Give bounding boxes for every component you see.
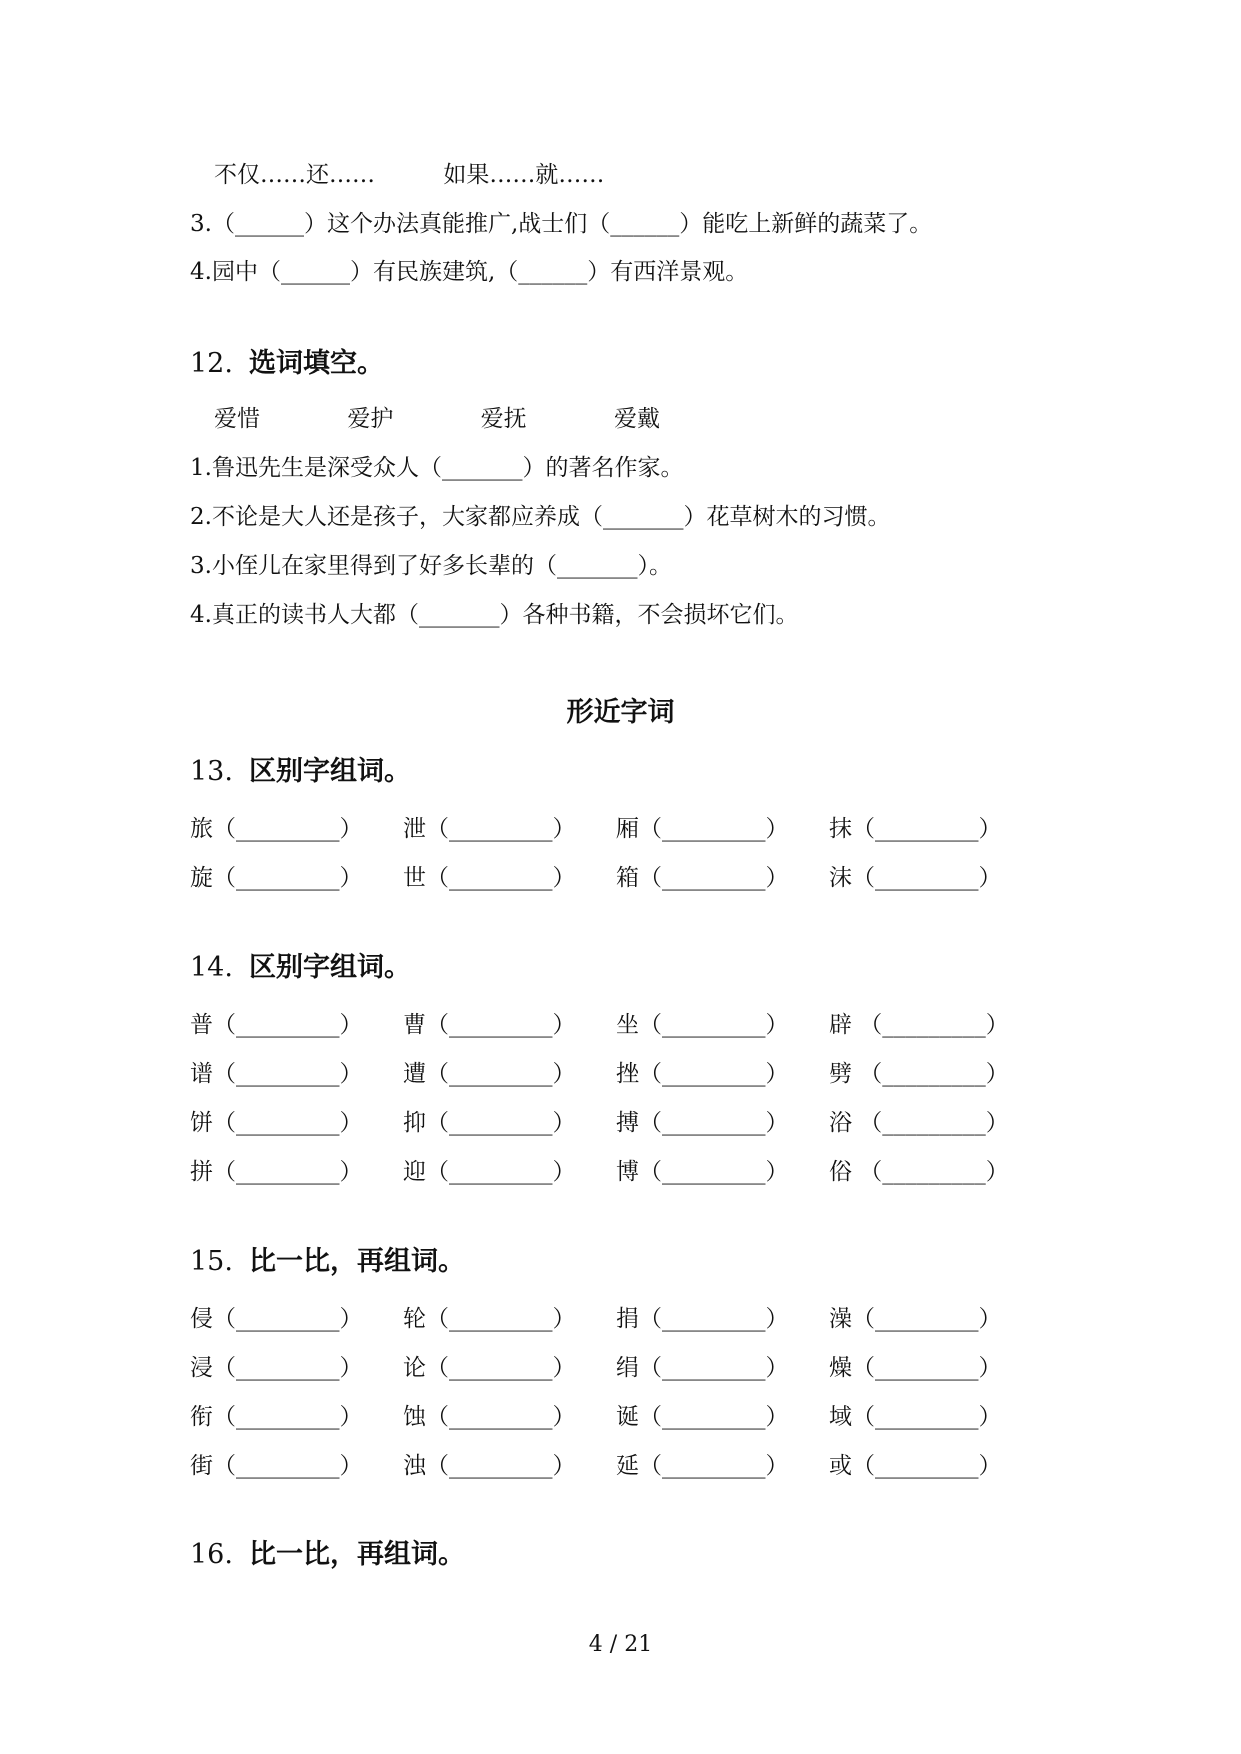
q12-item-2: 2.不论是大人还是孩子，大家都应养成（_______）花草树木的习惯。	[190, 504, 891, 530]
q16-number: 16.	[190, 1539, 233, 1570]
q15-cell: 蚀（_________）	[403, 1404, 576, 1430]
q12-heading	[190, 347, 384, 381]
q12-number: 12.	[190, 348, 233, 379]
q15-cell: 或（_________）	[829, 1453, 1002, 1479]
q11-option-1: 不仅……还……	[214, 162, 375, 188]
q11-option-2: 如果……就……	[443, 162, 605, 188]
q14-cell: 拼（_________）	[190, 1159, 363, 1185]
q15-cell: 域（_________）	[829, 1404, 1002, 1430]
q15-cell: 浊（_________）	[403, 1453, 576, 1479]
page-number: 4 / 21	[588, 1632, 653, 1657]
q15-cell: 捐（_________）	[616, 1306, 789, 1332]
q14-title: 区别字组词。	[248, 952, 411, 983]
q14-cell: 搏（_________）	[616, 1110, 789, 1136]
q15-cell: 燥（_________）	[829, 1355, 1002, 1381]
q14-cell: 俗 （_________）	[829, 1159, 1009, 1185]
q13-title: 区别字组词。	[248, 756, 411, 787]
q12-option-4: 爱戴	[613, 406, 660, 432]
q13-number: 13.	[190, 756, 233, 787]
section-title: 形近字词	[566, 697, 675, 728]
q12-option-3: 爱抚	[480, 406, 527, 432]
q13-cell: 泄（_________）	[403, 816, 576, 842]
q12-item-4: 4.真正的读书人大都（_______）各种书籍，不会损坏它们。	[190, 602, 799, 628]
q15-cell: 浸（_________）	[190, 1355, 363, 1381]
q14-heading	[190, 951, 411, 985]
q14-cell: 坐（_________）	[616, 1012, 789, 1038]
q12-option-1: 爱惜	[214, 406, 260, 432]
q15-cell: 延（_________）	[616, 1453, 789, 1479]
q16-title: 比一比，再组词。	[248, 1539, 465, 1570]
q13-cell: 旅（_________）	[190, 816, 363, 842]
q15-cell: 轮（_________）	[403, 1306, 576, 1332]
q14-cell: 辟 （_________）	[829, 1012, 1009, 1038]
q15-heading	[190, 1245, 465, 1279]
q12-item-1: 1.鲁迅先生是深受众人（_______）的著名作家。	[190, 455, 684, 481]
q15-number: 15.	[190, 1246, 233, 1277]
q13-cell: 世（_________）	[403, 865, 576, 891]
q14-cell: 迎（_________）	[403, 1159, 576, 1185]
q15-cell: 衔（_________）	[190, 1404, 363, 1430]
q14-cell: 挫（_________）	[616, 1061, 789, 1087]
q11-item-3: 3.（______）这个办法真能推广,战士们（______）能吃上新鲜的蔬菜了。	[190, 211, 933, 237]
q15-cell: 诞（_________）	[616, 1404, 789, 1430]
q15-cell: 侵（_________）	[190, 1306, 363, 1332]
q15-cell: 绢（_________）	[616, 1355, 789, 1381]
q14-cell: 抑（_________）	[403, 1110, 576, 1136]
q13-cell: 抹（_________）	[829, 816, 1002, 842]
q13-cell: 厢（_________）	[616, 816, 789, 842]
q13-heading	[190, 755, 411, 789]
q14-cell: 浴 （_________）	[829, 1110, 1009, 1136]
q15-cell: 澡（_________）	[829, 1306, 1002, 1332]
q15-cell: 街（_________）	[190, 1453, 363, 1479]
q14-number: 14.	[190, 952, 233, 983]
q14-cell: 曹（_________）	[403, 1012, 576, 1038]
q12-options	[214, 404, 660, 434]
q14-cell: 普（_________）	[190, 1012, 363, 1038]
q14-cell: 博（_________）	[616, 1159, 789, 1185]
q14-cell: 遭（_________）	[403, 1061, 576, 1087]
q11-item-4: 4.园中（______）有民族建筑,（______）有西洋景观。	[190, 259, 749, 285]
q11-options	[214, 160, 604, 190]
q14-cell: 饼（_________）	[190, 1110, 363, 1136]
q13-cell: 沫（_________）	[829, 865, 1002, 891]
q13-cell: 箱（_________）	[616, 865, 789, 891]
q14-cell: 劈 （_________）	[829, 1061, 1009, 1087]
q15-cell: 论（_________）	[403, 1355, 576, 1381]
q13-cell: 旋（_________）	[190, 865, 363, 891]
q15-title: 比一比，再组词。	[248, 1246, 465, 1277]
q12-item-3: 3.小侄儿在家里得到了好多长辈的（_______）。	[190, 553, 672, 579]
q12-title: 选词填空。	[248, 348, 384, 379]
q16-heading	[190, 1538, 465, 1572]
q12-option-2: 爱护	[347, 406, 394, 432]
q14-cell: 谱（_________）	[190, 1061, 363, 1087]
